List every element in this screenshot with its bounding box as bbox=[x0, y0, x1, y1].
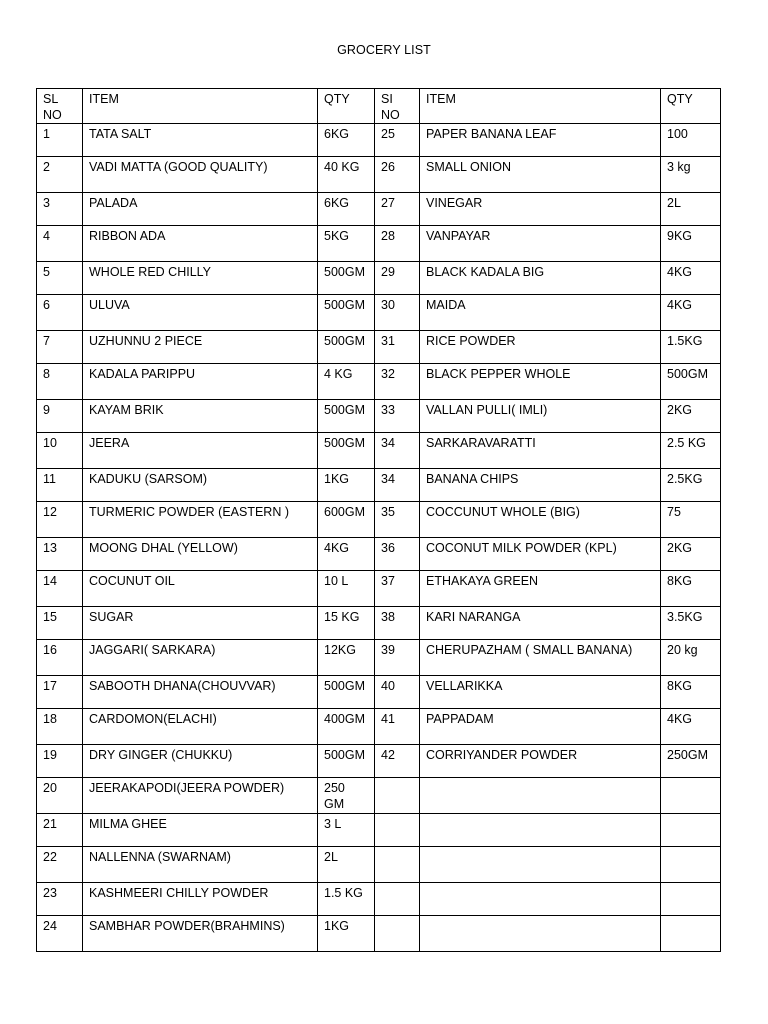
page-title: GROCERY LIST bbox=[337, 43, 431, 57]
item-cell: SAMBHAR POWDER(BRAHMINS) bbox=[83, 916, 318, 952]
item-cell: MOONG DHAL (YELLOW) bbox=[83, 538, 318, 571]
item-cell: CARDOMON(ELACHI) bbox=[83, 709, 318, 745]
qty-cell: 500GM bbox=[318, 295, 375, 331]
qty-cell: 500GM bbox=[318, 331, 375, 364]
sl-no-cell: 24 bbox=[37, 916, 83, 952]
sl-no-cell-right bbox=[375, 814, 420, 847]
sl-no-cell: 1 bbox=[37, 124, 83, 157]
qty-cell: 2L bbox=[318, 847, 375, 883]
sl-no-cell: 11 bbox=[37, 469, 83, 502]
table-row bbox=[37, 847, 721, 883]
header-item-left: ITEM bbox=[83, 89, 318, 124]
sl-no-cell-right: 41 bbox=[375, 709, 420, 745]
item-cell: KADALA PARIPPU bbox=[83, 364, 318, 400]
item-cell-right bbox=[420, 883, 661, 916]
sl-no-cell-right: 35 bbox=[375, 502, 420, 538]
header-sl-no-right: SI NO bbox=[375, 89, 420, 124]
table-row bbox=[37, 502, 721, 538]
sl-no-cell: 8 bbox=[37, 364, 83, 400]
item-cell-right: ETHAKAYA GREEN bbox=[420, 571, 661, 607]
sl-no-cell: 13 bbox=[37, 538, 83, 571]
item-cell: JEERAKAPODI(JEERA POWDER) bbox=[83, 778, 318, 814]
item-cell-right bbox=[420, 847, 661, 883]
table-row bbox=[37, 193, 721, 226]
sl-no-cell-right: 40 bbox=[375, 676, 420, 709]
item-cell-right: CORRIYANDER POWDER bbox=[420, 745, 661, 778]
sl-no-cell-right: 36 bbox=[375, 538, 420, 571]
sl-no-cell: 22 bbox=[37, 847, 83, 883]
qty-cell-right bbox=[661, 883, 721, 916]
item-cell-right: COCCUNUT WHOLE (BIG) bbox=[420, 502, 661, 538]
qty-cell: 1KG bbox=[318, 469, 375, 502]
header-qty-right: QTY bbox=[661, 89, 721, 124]
sl-no-cell-right: 32 bbox=[375, 364, 420, 400]
item-cell: KAYAM BRIK bbox=[83, 400, 318, 433]
qty-cell: 10 L bbox=[318, 571, 375, 607]
sl-no-cell: 14 bbox=[37, 571, 83, 607]
qty-cell: 4 KG bbox=[318, 364, 375, 400]
item-cell: SUGAR bbox=[83, 607, 318, 640]
sl-no-cell-right: 33 bbox=[375, 400, 420, 433]
sl-no-cell-right: 42 bbox=[375, 745, 420, 778]
item-cell-right: VINEGAR bbox=[420, 193, 661, 226]
item-cell: RIBBON ADA bbox=[83, 226, 318, 262]
grocery-table bbox=[36, 88, 721, 952]
sl-no-cell-right: 34 bbox=[375, 469, 420, 502]
sl-no-cell: 9 bbox=[37, 400, 83, 433]
sl-no-cell: 18 bbox=[37, 709, 83, 745]
grocery-table-body bbox=[37, 89, 721, 952]
qty-cell: 500GM bbox=[318, 745, 375, 778]
qty-cell: 1.5 KG bbox=[318, 883, 375, 916]
table-row bbox=[37, 916, 721, 952]
item-cell: UZHUNNU 2 PIECE bbox=[83, 331, 318, 364]
qty-cell: 500GM bbox=[318, 433, 375, 469]
item-cell-right: RICE POWDER bbox=[420, 331, 661, 364]
sl-no-cell-right: 25 bbox=[375, 124, 420, 157]
qty-cell: 400GM bbox=[318, 709, 375, 745]
qty-cell-right: 100 bbox=[661, 124, 721, 157]
qty-cell-right: 3 kg bbox=[661, 157, 721, 193]
qty-cell-right: 8KG bbox=[661, 571, 721, 607]
table-row bbox=[37, 469, 721, 502]
qty-cell-right: 250GM bbox=[661, 745, 721, 778]
item-cell: WHOLE RED CHILLY bbox=[83, 262, 318, 295]
item-cell-right bbox=[420, 814, 661, 847]
qty-cell-right bbox=[661, 778, 721, 814]
qty-cell-right: 8KG bbox=[661, 676, 721, 709]
qty-cell-right bbox=[661, 847, 721, 883]
table-row bbox=[37, 226, 721, 262]
qty-cell-right: 4KG bbox=[661, 295, 721, 331]
table-row bbox=[37, 676, 721, 709]
item-cell: PALADA bbox=[83, 193, 318, 226]
sl-no-cell: 19 bbox=[37, 745, 83, 778]
item-cell-right: VALLAN PULLI( IMLI) bbox=[420, 400, 661, 433]
header-sl-no-left: SL NO bbox=[37, 89, 83, 124]
qty-cell-right bbox=[661, 814, 721, 847]
sl-no-cell: 16 bbox=[37, 640, 83, 676]
item-cell-right: CHERUPAZHAM ( SMALL BANANA) bbox=[420, 640, 661, 676]
item-cell-right: VANPAYAR bbox=[420, 226, 661, 262]
item-cell-right: MAIDA bbox=[420, 295, 661, 331]
qty-cell-right: 500GM bbox=[661, 364, 721, 400]
qty-cell: 6KG bbox=[318, 124, 375, 157]
sl-no-cell: 23 bbox=[37, 883, 83, 916]
qty-cell: 12KG bbox=[318, 640, 375, 676]
table-row bbox=[37, 262, 721, 295]
table-row bbox=[37, 571, 721, 607]
sl-no-cell: 17 bbox=[37, 676, 83, 709]
sl-no-cell-right: 37 bbox=[375, 571, 420, 607]
qty-cell: 500GM bbox=[318, 262, 375, 295]
item-cell: MILMA GHEE bbox=[83, 814, 318, 847]
table-row bbox=[37, 433, 721, 469]
qty-cell-right bbox=[661, 916, 721, 952]
sl-no-cell-right: 30 bbox=[375, 295, 420, 331]
item-cell: DRY GINGER (CHUKKU) bbox=[83, 745, 318, 778]
sl-no-cell-right bbox=[375, 916, 420, 952]
item-cell: COCUNUT OIL bbox=[83, 571, 318, 607]
qty-cell: 6KG bbox=[318, 193, 375, 226]
table-row bbox=[37, 124, 721, 157]
item-cell: VADI MATTA (GOOD QUALITY) bbox=[83, 157, 318, 193]
sl-no-cell: 12 bbox=[37, 502, 83, 538]
qty-cell-right: 3.5KG bbox=[661, 607, 721, 640]
table-row bbox=[37, 364, 721, 400]
item-cell-right: SMALL ONION bbox=[420, 157, 661, 193]
sl-no-cell-right: 28 bbox=[375, 226, 420, 262]
qty-cell: 4KG bbox=[318, 538, 375, 571]
sl-no-cell: 15 bbox=[37, 607, 83, 640]
sl-no-cell: 4 bbox=[37, 226, 83, 262]
item-cell-right: VELLARIKKA bbox=[420, 676, 661, 709]
item-cell: JAGGARI( SARKARA) bbox=[83, 640, 318, 676]
qty-cell: 500GM bbox=[318, 676, 375, 709]
sl-no-cell-right: 27 bbox=[375, 193, 420, 226]
qty-cell-right: 4KG bbox=[661, 262, 721, 295]
qty-cell-right: 2.5 KG bbox=[661, 433, 721, 469]
sl-no-cell-right bbox=[375, 847, 420, 883]
qty-cell: 500GM bbox=[318, 400, 375, 433]
sl-no-cell-right: 29 bbox=[375, 262, 420, 295]
item-cell: SABOOTH DHANA(CHOUVVAR) bbox=[83, 676, 318, 709]
sl-no-cell-right bbox=[375, 778, 420, 814]
qty-cell-right: 2KG bbox=[661, 538, 721, 571]
qty-cell-right: 2.5KG bbox=[661, 469, 721, 502]
qty-cell-right: 4KG bbox=[661, 709, 721, 745]
item-cell-right bbox=[420, 916, 661, 952]
sl-no-cell-right: 26 bbox=[375, 157, 420, 193]
qty-cell-right: 2KG bbox=[661, 400, 721, 433]
sl-no-cell: 2 bbox=[37, 157, 83, 193]
qty-cell-right: 75 bbox=[661, 502, 721, 538]
table-row bbox=[37, 607, 721, 640]
sl-no-cell: 6 bbox=[37, 295, 83, 331]
item-cell-right: SARKARAVARATTI bbox=[420, 433, 661, 469]
sl-no-cell-right: 34 bbox=[375, 433, 420, 469]
item-cell: ULUVA bbox=[83, 295, 318, 331]
item-cell: KASHMEERI CHILLY POWDER bbox=[83, 883, 318, 916]
qty-cell: 15 KG bbox=[318, 607, 375, 640]
header-qty-left: QTY bbox=[318, 89, 375, 124]
sl-no-cell: 20 bbox=[37, 778, 83, 814]
table-row bbox=[37, 295, 721, 331]
table-row bbox=[37, 778, 721, 814]
header-item-right: ITEM bbox=[420, 89, 661, 124]
table-row bbox=[37, 745, 721, 778]
qty-cell-right: 1.5KG bbox=[661, 331, 721, 364]
sl-no-cell: 21 bbox=[37, 814, 83, 847]
qty-cell: 250 GM bbox=[318, 778, 375, 814]
table-row bbox=[37, 157, 721, 193]
sl-no-cell: 3 bbox=[37, 193, 83, 226]
qty-cell-right: 20 kg bbox=[661, 640, 721, 676]
item-cell-right: KARI NARANGA bbox=[420, 607, 661, 640]
item-cell: JEERA bbox=[83, 433, 318, 469]
item-cell-right: BANANA CHIPS bbox=[420, 469, 661, 502]
item-cell-right: COCONUT MILK POWDER (KPL) bbox=[420, 538, 661, 571]
qty-cell: 40 KG bbox=[318, 157, 375, 193]
table-row bbox=[37, 814, 721, 847]
item-cell-right bbox=[420, 778, 661, 814]
table-row bbox=[37, 538, 721, 571]
sl-no-cell-right: 39 bbox=[375, 640, 420, 676]
sl-no-cell: 7 bbox=[37, 331, 83, 364]
item-cell: TURMERIC POWDER (EASTERN ) bbox=[83, 502, 318, 538]
sl-no-cell-right: 38 bbox=[375, 607, 420, 640]
qty-cell: 3 L bbox=[318, 814, 375, 847]
item-cell: KADUKU (SARSOM) bbox=[83, 469, 318, 502]
table-row bbox=[37, 400, 721, 433]
item-cell: TATA SALT bbox=[83, 124, 318, 157]
qty-cell: 5KG bbox=[318, 226, 375, 262]
item-cell-right: BLACK KADALA BIG bbox=[420, 262, 661, 295]
qty-cell: 1KG bbox=[318, 916, 375, 952]
qty-cell-right: 9KG bbox=[661, 226, 721, 262]
sl-no-cell-right: 31 bbox=[375, 331, 420, 364]
table-row bbox=[37, 640, 721, 676]
qty-cell: 600GM bbox=[318, 502, 375, 538]
item-cell-right: BLACK PEPPER WHOLE bbox=[420, 364, 661, 400]
item-cell-right: PAPER BANANA LEAF bbox=[420, 124, 661, 157]
sl-no-cell: 5 bbox=[37, 262, 83, 295]
table-row bbox=[37, 331, 721, 364]
item-cell-right: PAPPADAM bbox=[420, 709, 661, 745]
qty-cell-right: 2L bbox=[661, 193, 721, 226]
table-row bbox=[37, 709, 721, 745]
sl-no-cell-right bbox=[375, 883, 420, 916]
sl-no-cell: 10 bbox=[37, 433, 83, 469]
item-cell: NALLENNA (SWARNAM) bbox=[83, 847, 318, 883]
table-header-row bbox=[37, 89, 721, 124]
table-row bbox=[37, 883, 721, 916]
